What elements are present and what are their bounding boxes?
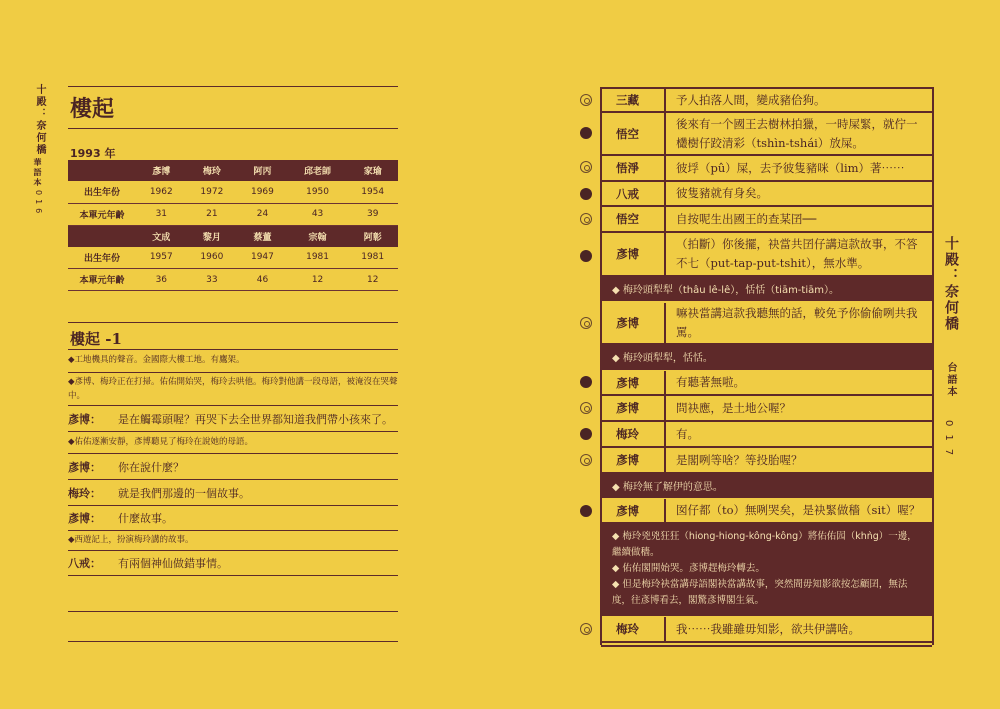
speaker-name: 彥博： bbox=[68, 512, 101, 525]
table-row bbox=[602, 233, 932, 277]
table-cell: 12 bbox=[288, 269, 348, 291]
table-header-cell: 黎月 bbox=[187, 225, 238, 247]
right-margin-title bbox=[941, 236, 961, 332]
bottom-rule bbox=[68, 641, 398, 642]
table-cell: 1981 bbox=[347, 247, 398, 269]
left-margin-title bbox=[32, 84, 47, 156]
speaker-name: 八戒 bbox=[602, 182, 666, 205]
table-header-cell: 文成 bbox=[136, 225, 187, 247]
table-header-cell: 梅玲 bbox=[187, 160, 238, 181]
line-rule bbox=[68, 550, 398, 551]
table-row bbox=[602, 422, 932, 448]
dialogue-line: 予人拍落人間，變成豬佮狗。 bbox=[676, 92, 826, 107]
row-label: 出生年份 bbox=[68, 247, 136, 269]
binder-hole-icon bbox=[580, 250, 592, 262]
dialogue-line: 問袂應，是土地公喔？ bbox=[676, 400, 791, 415]
dialogue-line: 我⋯⋯我雖雖毋知影，欲共伊講啥。 bbox=[676, 621, 860, 636]
speaker-name: 悟空 bbox=[602, 207, 666, 231]
table-header-row bbox=[68, 160, 398, 181]
dialogue-line: 嘛袂當講這款我聽無的話，較免予你偷偷咧共我罵。 bbox=[676, 306, 918, 339]
table-cell: 31 bbox=[136, 203, 187, 225]
table-cell: 1981 bbox=[288, 247, 348, 269]
stage-direction-block: ◆ 梅玲兇兇狂狂（hiong-hiong-kông-kông）將佑佑囥（khǹg）一邊，繼續做穡。 ◆ 佑佑閣開始哭。彥博趕梅玲轉去。 ◆ 但是梅玲袂當講母語閣袂當講故事，突然間毋知影欲按怎顧囝，無法度，往彥博看去，閣驚彥博閣生氣。 bbox=[602, 524, 932, 616]
speaker-name: 彥博 bbox=[602, 396, 666, 420]
speaker-name: 悟淨 bbox=[602, 156, 666, 180]
binder-hole-icon bbox=[580, 188, 592, 200]
stage-direction: ◆西遊記上，扮演梅玲講的故事。 bbox=[68, 535, 194, 545]
speaker-name: 彥博： bbox=[68, 461, 101, 474]
left-margin-sub bbox=[33, 158, 44, 188]
table-cell: 1960 bbox=[187, 247, 238, 269]
table-cell: 1954 bbox=[347, 181, 398, 203]
binder-hole-icon bbox=[580, 428, 592, 440]
top-rule bbox=[68, 86, 398, 87]
table-cell: 1969 bbox=[237, 181, 288, 203]
table-cell: 1947 bbox=[237, 247, 288, 269]
binder-hole-icon bbox=[580, 402, 592, 414]
speaker-name: 梅玲 bbox=[602, 422, 666, 446]
table-cell: 1950 bbox=[288, 181, 348, 203]
dialogue-line: 是在觸霉頭喔？再哭下去全世界都知道我們帶小孩來了。 bbox=[118, 413, 393, 426]
line-rule bbox=[68, 505, 398, 506]
table-row bbox=[602, 617, 932, 643]
line-rule bbox=[68, 611, 398, 612]
table-row bbox=[602, 303, 932, 345]
speaker-name: 彥博 bbox=[602, 303, 666, 343]
table-header-cell: 阿丙 bbox=[237, 160, 288, 181]
stage-direction: ◆工地機具的聲音。金國際大樓工地。有鷹架。 bbox=[68, 355, 245, 365]
stage-direction: ◆ 梅玲頭犁犁，恬恬。 bbox=[602, 345, 932, 370]
right-page-number bbox=[943, 420, 954, 463]
table-row bbox=[68, 269, 398, 291]
table-header-cell: 彥博 bbox=[136, 160, 187, 181]
page-heading: 樓起 bbox=[70, 96, 115, 122]
binder-hole-icon bbox=[580, 94, 592, 106]
table-row bbox=[602, 396, 932, 422]
table-cell: 39 bbox=[347, 203, 398, 225]
table-cell: 46 bbox=[237, 269, 288, 291]
table-cell: 33 bbox=[187, 269, 238, 291]
speaker-name: 彥博： bbox=[68, 413, 101, 426]
table-cell: 43 bbox=[288, 203, 348, 225]
table-header-cell: 宗翰 bbox=[288, 225, 348, 247]
dialogue-line: 後來有一个國王去樹林拍獵，一時屎緊，就佇一欉樹仔跤清彩（tshìn-tshái）放屎。 bbox=[676, 116, 918, 150]
binder-hole-icon bbox=[580, 376, 592, 388]
table-row bbox=[602, 448, 932, 474]
dialogue-line: 自按呢生出國王的查某囝── bbox=[676, 211, 817, 226]
line-rule bbox=[68, 575, 398, 576]
dialogue-line: 彼垺（pû）屎，去予彼隻豬咪（lim）著⋯⋯ bbox=[676, 160, 905, 175]
speaker-name: 彥博 bbox=[602, 499, 666, 522]
table-cell: 1962 bbox=[136, 181, 187, 203]
stage-direction: ◆彥博、梅玲正在打掃。佑佑開始哭，梅玲去哄他。梅玲對他講一段母語，被淹沒在哭聲中。 bbox=[68, 377, 398, 401]
binder-hole-icon bbox=[580, 505, 592, 517]
binder-hole-icon bbox=[580, 127, 592, 139]
dialogue-line: （拍斷）你後擺，袂當共囝仔講這款故事，不答不七（put-tap-put-tshit），無水準。 bbox=[676, 237, 918, 270]
line-rule bbox=[68, 453, 398, 454]
binder-hole-icon bbox=[580, 623, 592, 635]
binder-hole-icon bbox=[580, 454, 592, 466]
left-margin-chapter: 十殿：奈何橋 bbox=[34, 84, 45, 156]
row-label: 本單元年齡 bbox=[68, 203, 136, 225]
stage-direction: ◆ 梅玲無了解伊的意思。 bbox=[602, 474, 932, 498]
line-rule bbox=[68, 405, 398, 406]
scene-rule bbox=[68, 349, 398, 350]
speaker-name: 悟空 bbox=[602, 113, 666, 154]
dialogue-line: 彼隻豬就有身矣。 bbox=[676, 186, 768, 200]
row-label: 本單元年齡 bbox=[68, 269, 136, 291]
table-header-cell: 蔡董 bbox=[237, 225, 288, 247]
dialogue-line: 有兩個神仙做錯事情。 bbox=[118, 557, 228, 570]
left-margin-sub-text: 華語本 bbox=[33, 158, 43, 188]
table-cell: 21 bbox=[187, 203, 238, 225]
table-row bbox=[602, 89, 932, 113]
table-row bbox=[68, 181, 398, 203]
binder-hole-icon bbox=[580, 161, 592, 173]
table-row bbox=[68, 247, 398, 269]
dialogue-line: 你在說什麼？ bbox=[118, 461, 184, 474]
table-cell: 1957 bbox=[136, 247, 187, 269]
binder-hole-icon bbox=[580, 317, 592, 329]
line-rule bbox=[68, 372, 398, 373]
dialogue-line: 囡仔都（to）無咧哭矣，是袂緊做穡（sit）喔？ bbox=[676, 503, 921, 517]
table-border-right bbox=[932, 87, 934, 645]
left-page-number bbox=[34, 190, 43, 217]
dialogue-line: 就是我們那邊的一個故事。 bbox=[118, 487, 250, 500]
table-row bbox=[602, 207, 932, 233]
age-table-1 bbox=[68, 160, 398, 291]
stage-direction: ◆ 梅玲頭犁犁（thâu lê-lê），恬恬（tiām-tiām）。 bbox=[602, 277, 932, 301]
stage-direction: ◆佑佑逐漸安靜，彥博聽見了梅玲在說她的母語。 bbox=[68, 437, 254, 447]
table-row bbox=[602, 113, 932, 156]
table-cell: 12 bbox=[347, 269, 398, 291]
table-cell: 1972 bbox=[187, 181, 238, 203]
speaker-name: 三藏 bbox=[602, 89, 666, 111]
row-label: 出生年份 bbox=[68, 181, 136, 203]
dialogue-line: 是閣咧等啥？等投胎喔？ bbox=[676, 452, 803, 467]
table-row bbox=[602, 371, 932, 396]
line-rule bbox=[68, 479, 398, 480]
speaker-name: 八戒： bbox=[68, 557, 101, 570]
speaker-name: 彥博 bbox=[602, 371, 666, 394]
table-header-cell: 家瑜 bbox=[347, 160, 398, 181]
speaker-name: 彥博 bbox=[602, 233, 666, 275]
table-cell: 24 bbox=[237, 203, 288, 225]
right-margin-sub bbox=[943, 362, 958, 398]
table-row bbox=[602, 182, 932, 207]
dialogue-line: 有。 bbox=[676, 426, 699, 441]
right-margin-chapter: 十殿：奈何橋 bbox=[943, 236, 959, 332]
table-row bbox=[602, 499, 932, 524]
speaker-name: 彥博 bbox=[602, 448, 666, 472]
dialogue-line: 有聽著無啦。 bbox=[676, 375, 745, 389]
line-rule bbox=[68, 431, 398, 432]
left-page-number-text: 016 bbox=[34, 190, 43, 218]
dialogue-line: 什麼故事。 bbox=[118, 512, 173, 525]
table-row bbox=[602, 156, 932, 182]
line-rule bbox=[68, 530, 398, 531]
table-row bbox=[68, 203, 398, 225]
table-cell: 36 bbox=[136, 269, 187, 291]
table-header-cell: 阿彰 bbox=[347, 225, 398, 247]
year-label: 1993 年 bbox=[70, 147, 116, 160]
right-margin-sub-text: 台語本 bbox=[945, 362, 956, 398]
speaker-name: 梅玲 bbox=[602, 617, 666, 641]
binder-hole-icon bbox=[580, 213, 592, 225]
right-page-number-text: 017 bbox=[943, 420, 954, 464]
scene-heading: 樓起 -1 bbox=[70, 330, 122, 348]
section-rule bbox=[68, 322, 398, 323]
speaker-name: 梅玲： bbox=[68, 487, 101, 500]
table-header-row bbox=[68, 225, 398, 247]
table-header-cell: 邱老師 bbox=[288, 160, 348, 181]
heading-rule bbox=[68, 128, 398, 129]
